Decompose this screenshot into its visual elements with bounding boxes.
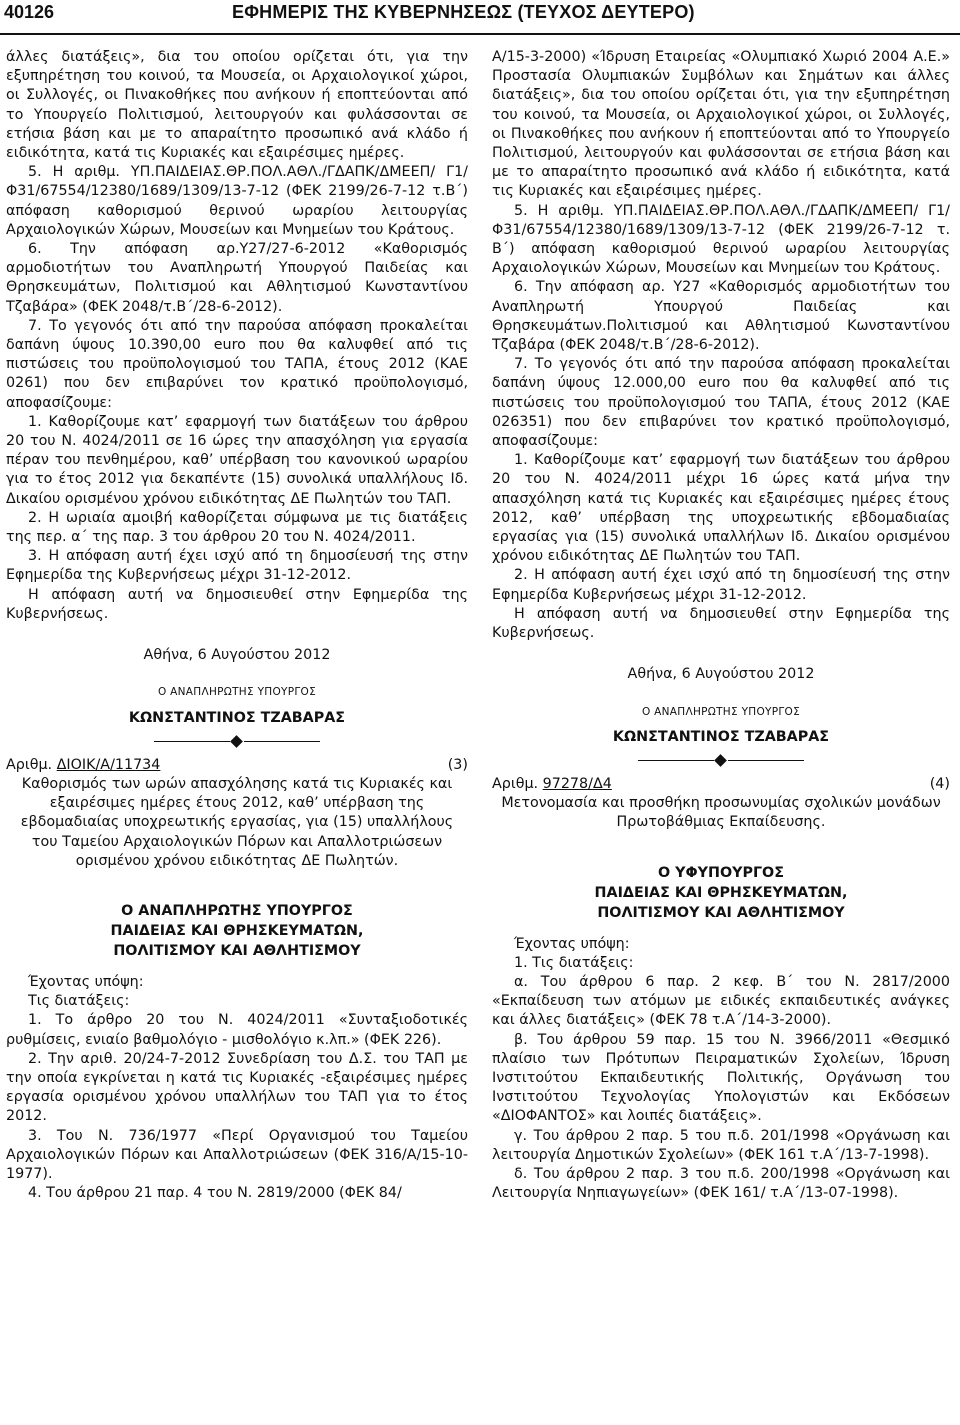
decision-index: (3) [447, 756, 468, 773]
decision-title: Καθορισμός των ωρών απασχόλησης κατά τις Κυριακές και εξαιρέσιμες ημέρες έτους 2012, καθ’ υπέρβαση της εβδομαδιαίας υποχρεωτικής εργασίας, για (15) υπαλλήλους του Ταμείου Αρχαιολογικών Πόρων και Απαλλοτριώσεων ορισμένου χρόνου ειδικότητας ΔΕ Πωλητών. [20, 775, 454, 869]
paragraph: 1. Καθορίζουμε κατ’ εφαρμογή των διατάξεων του άρθρου 20 του Ν. 4024/2011 μέχρι 16 ώρες κατά μήνα την απασχόληση κατά τις Κυριακές και εξαιρέσιμες ημέρες έτους 2012, καθ’ υπέρβαση της υποχρεωτικής εβδομαδιαίας εργασίας για (15) συνολικά υπαλλήλων Ιδ. Δικαίου ορισμένου χρόνου ειδικότητας ΔΕ Πωλητών του ΤΑΠ. [492, 452, 950, 565]
header-rule [0, 33, 960, 35]
provisions-label: Τις διατάξεις: [28, 993, 130, 1010]
gazette-title: ΕΦΗΜΕΡΙΣ ΤΗΣ ΚΥΒΕΡΝΗΣΕΩΣ (ΤΕΥΧΟΣ ΔΕΥΤΕΡΟ) [232, 2, 695, 22]
paragraph: Η απόφαση αυτή να δημοσιευθεί στην Εφημερίδα της Κυβερνήσεως. [6, 586, 468, 622]
paragraph: 4. Του άρθρου 21 παρ. 4 του Ν. 2819/2000 (ΦΕΚ 84/ [28, 1185, 402, 1202]
paragraph: 6. Την απόφαση αρ. Υ27 «Καθορισμός αρμοδιοτήτων του Αναπληρωτή Υπουργού Παιδείας και Θρησκευμάτων.Πολιτισμού και Αθλητισμού Κωνσταντίνου Τζαβάρα (ΦΕΚ 2048/τ.Β΄/28-6-2012). [492, 279, 950, 354]
paragraph: 2. Η απόφαση αυτή έχει ισχύ από τη δημοσίευσή της στην Εφημερίδα Κυβερνήσεως μέχρι 31-12-2012. [492, 567, 950, 603]
paragraph: 6. Την απόφαση αρ.Υ27/27-6-2012 «Καθορισμός αρμοδιοτήτων του Αναπληρωτή Υπουργού Παιδείας και Θρησκευμάτων, Πολιτισμού και Αθλητισμού Κωνσταντίνου Τζαβάρα» (ΦΕΚ 2048/τ.Β΄/28-6-2012). [6, 241, 468, 315]
paragraph: 5. Η αριθμ. ΥΠ.ΠΑΙΔΕΙΑΣ.ΘΡ.ΠΟΛ.ΑΘΛ./ΓΔΑΠΚ/ΔΜΕΕΠ/ Γ1/Φ31/67554/12380/1689/1309/13-7-12 (ΦΕΚ 2199/26-7-12 τ.Β΄) απόφαση καθορισμού θερινού ωραρίου λειτουργίας Αρχαιολογικών Χώρων, Μουσείων και Μνημείων του Κράτους. [6, 164, 468, 238]
provisions-label: 1. Τις διατάξεις: [514, 954, 634, 971]
left-column [6, 48, 468, 1203]
paragraph: 2. Η ωριαία αμοιβή καθορίζεται σύμφωνα με τις διατάξεις της περ. α΄ της παρ. 3 του άρθρου 20 του Ν. 4024/2011. [6, 509, 468, 546]
decision-number: 97278/Δ4 [542, 775, 612, 792]
paragraph: άλλες διατάξεις», δια του οποίου ορίζεται ότι, για την εξυπηρέτηση του κοινού, τα Μουσεία, οι Αρχαιολογικοί χώροι, οι Συλλογές, οι Πινακοθήκες που ανήκουν ή εποπτεύονται από το Υπουργείο Πολιτισμού, λειτουργούν και φυλάσσονται σε ετήσια βάση και με το απαραίτητο προσωπικό ανά κλάδο ή ειδικότητα, κατά τις Κυριακές και εξαιρέσιμες ημέρες. [6, 49, 468, 162]
page-header [0, 0, 960, 36]
section-separator [6, 732, 468, 752]
paragraph: Α/15-3-2000) «Ίδρυση Εταιρείας «Ολυμπιακό Χωριό 2004 Α.Ε.» Προστασία Ολυμπιακών Συμβόλων και Σημάτων και άλλες διατάξεις», δια του οποίου ορίζεται ότι, για την εξυπηρέτηση του κοινού, τα Μουσεία, οι Αρχαιολογικοί χώροι, οι Συλλογές, οι Πινακοθήκες που ανήκουν ή εποπτεύονται από το Υπουργείο Πολιτισμού, λειτουργούν και φυλάσσονται σε ετήσια βάση και με το απαραίτητο προσωπικό ανά κλάδο ή ειδικότητα, κατά τις Κυριακές και εξαιρέσιμες ημέρες. [492, 49, 950, 200]
authority-heading: Ο ΥΦΥΠΟΥΡΓΟΣ [658, 864, 784, 881]
decision-number: ΔΙΟΙΚ/Α/11734 [56, 756, 161, 773]
signatory-name: ΚΩΝΣΤΑΝΤΙΝΟΣ ΤΖΑΒΑΡΑΣ [128, 709, 346, 726]
paragraph: 5. Η αριθμ. ΥΠ.ΠΑΙΔΕΙΑΣ.ΘΡ.ΠΟΛ.ΑΘΛ./ΓΔΑΠΚ/ΔΜΕΕΠ/ Γ1/Φ31/67554/12380/1689/1309/13-7-12 (ΦΕΚ 2199/26-7-12 τ. Β΄) απόφαση καθορισμού θερινού ωραρίου λειτουργίας Αρχαιολογικών Χώρων, Μουσείων και Μνημείων του Κράτους. [492, 202, 950, 277]
having-regard: Έχοντας υπόψη: [514, 935, 630, 952]
signature-date: Αθήνα, 6 Αυγούστου 2012 [143, 647, 331, 664]
paragraph: 3. Η απόφαση αυτή έχει ισχύ από τη δημοσίευσή της στην Εφημερίδα της Κυβερνήσεως μέχρι 31-12-2012. [6, 548, 468, 584]
paragraph: 1. Το άρθρο 20 του Ν. 4024/2011 «Συνταξιοδοτικές ρυθμίσεις, ενιαίο βαθμολόγιο - μισθολόγιο κ.λπ.» (ΦΕΚ 226). [6, 1012, 468, 1048]
authority-heading: ΠΑΙΔΕΙΑΣ ΚΑΙ ΘΡΗΣΚΕΥΜΑΤΩΝ, [594, 884, 848, 901]
right-column [492, 48, 950, 1203]
authority-heading: ΠΑΙΔΕΙΑΣ ΚΑΙ ΘΡΗΣΚΕΥΜΑΤΩΝ, [110, 922, 364, 939]
authority-heading: ΠΟΛΙΤΙΣΜΟΥ ΚΑΙ ΑΘΛΗΤΙΣΜΟΥ [113, 942, 361, 959]
authority-heading: ΠΟΛΙΤΙΣΜΟΥ ΚΑΙ ΑΘΛΗΤΙΣΜΟΥ [597, 904, 845, 921]
signatory-name: ΚΩΝΣΤΑΝΤΙΝΟΣ ΤΖΑΒΑΡΑΣ [612, 728, 830, 745]
page-number: 40126 [4, 2, 55, 22]
paragraph: 2. Την αριθ. 20/24-7-2012 Συνεδρίαση του Δ.Σ. του ΤΑΠ με την οποία εγκρίνεται η κατά τις Κυριακές -εξαιρέσιμες ημέρες εργασία ορισμένου χρόνου υπαλλήλων του ΤΑΠ για το έτος 2012. [6, 1050, 468, 1125]
paragraph: 7. Το γεγονός ότι από την παρούσα απόφαση προκαλείται δαπάνη ύψους 10.390,00 euro που θα καλυφθεί από τις πιστώσεις του προϋπολογισμού του ΤΑΠΑ, έτους 2012 (ΚΑΕ 0261) που δεν επιβαρύνει τον κρατικό προϋπολογισμό, αποφασίζουμε: [6, 317, 468, 411]
decision-prefix: Αριθμ. [492, 775, 543, 792]
having-regard: Έχοντας υπόψη: [28, 973, 144, 990]
decision-index: (4) [929, 775, 950, 792]
decision-number-line [492, 775, 950, 794]
paragraph: γ. Του άρθρου 2 παρ. 5 του π.δ. 201/1998 «Οργάνωση και λειτουργία Δημοτικών Σχολείων» (ΦΕΚ 161 τ.Α΄/13-7-1998). [492, 1127, 950, 1163]
paragraph: 7. Το γεγονός ότι από την παρούσα απόφαση προκαλείται δαπάνη ύψους 12.000,00 euro που θα καλυφθεί από τις πιστώσεις του προϋπολογισμού του ΤΑΠΑ, έτους 2012 (ΚΑΕ 026351) που δεν επιβαρύνει τον κρατικό προϋπολογισμό, αποφασίζουμε: [492, 356, 950, 450]
paragraph: 3. Του Ν. 736/1977 «Περί Οργανισμού του Ταμείου Αρχαιολογικών Πόρων και Απαλλοτριώσεων (ΦΕΚ 316/Α/15-10-1977). [6, 1127, 468, 1182]
paragraph: β. Του άρθρου 59 παρ. 15 του Ν. 3966/2011 «Θεσμικό πλαίσιο των Πρότυπων Πειραματικών Σχολείων, Ίδρυση Ινστιτούτου Εκπαιδευτικής Πολιτικής, Οργάνωση του Ινστιτούτου Τεχνολογίας Υπολογιστών και Εκδόσεων «ΔΙΟΦΑΝΤΟΣ» και λοιπές διατάξεις». [492, 1031, 950, 1125]
paragraph: Η απόφαση αυτή να δημοσιευθεί στην Εφημερίδα της Κυβερνήσεως. [492, 605, 950, 642]
decision-title: Μετονομασία και προσθήκη προσωνυμίας σχολικών μονάδων Πρωτοβάθμιας Εκπαίδευσης. [501, 795, 941, 831]
signature-date: Αθήνα, 6 Αυγούστου 2012 [627, 666, 815, 683]
paragraph: δ. Του άρθρου 2 παρ. 3 του π.δ. 200/1998 «Οργάνωση και Λειτουργία Νηπιαγωγείων» (ΦΕΚ 161/ τ.Α΄/13-07-1998). [492, 1165, 950, 1202]
section-separator [492, 751, 950, 771]
paragraph: 1. Καθορίζουμε κατ’ εφαρμογή των διατάξεων του άρθρου 20 του Ν. 4024/2011 σε 16 ώρες την απασχόληση για εργασία πέραν του πενθημέρου, καθ’ υπέρβαση του κανονικού ωραρίου για το έτος 2012 για δεκαπέντε (15) συνολικά υπαλλήλους Ιδ. Δικαίου ορισμένου χρόνου ειδικότητας ΔΕ Πωλητών του ΤΑΠ. [6, 413, 468, 507]
signatory-role: Ο ΑΝΑΠΛΗΡΩΤΗΣ ΥΠΟΥΡΓΟΣ [157, 686, 317, 699]
paragraph: α. Του άρθρου 6 παρ. 2 κεφ. Β΄ του Ν. 2817/2000 «Εκπαίδευση των ατόμων με ειδικές εκπαιδευτικές ανάγκες και άλλες διατάξεις» (ΦΕΚ 78 τ.Α΄/14-3-2000). [492, 973, 950, 1029]
authority-heading: Ο ΑΝΑΠΛΗΡΩΤΗΣ ΥΠΟΥΡΓΟΣ [121, 902, 353, 919]
signatory-role: Ο ΑΝΑΠΛΗΡΩΤΗΣ ΥΠΟΥΡΓΟΣ [641, 705, 801, 718]
decision-prefix: Αριθμ. [6, 756, 57, 773]
decision-number-line [6, 756, 468, 775]
